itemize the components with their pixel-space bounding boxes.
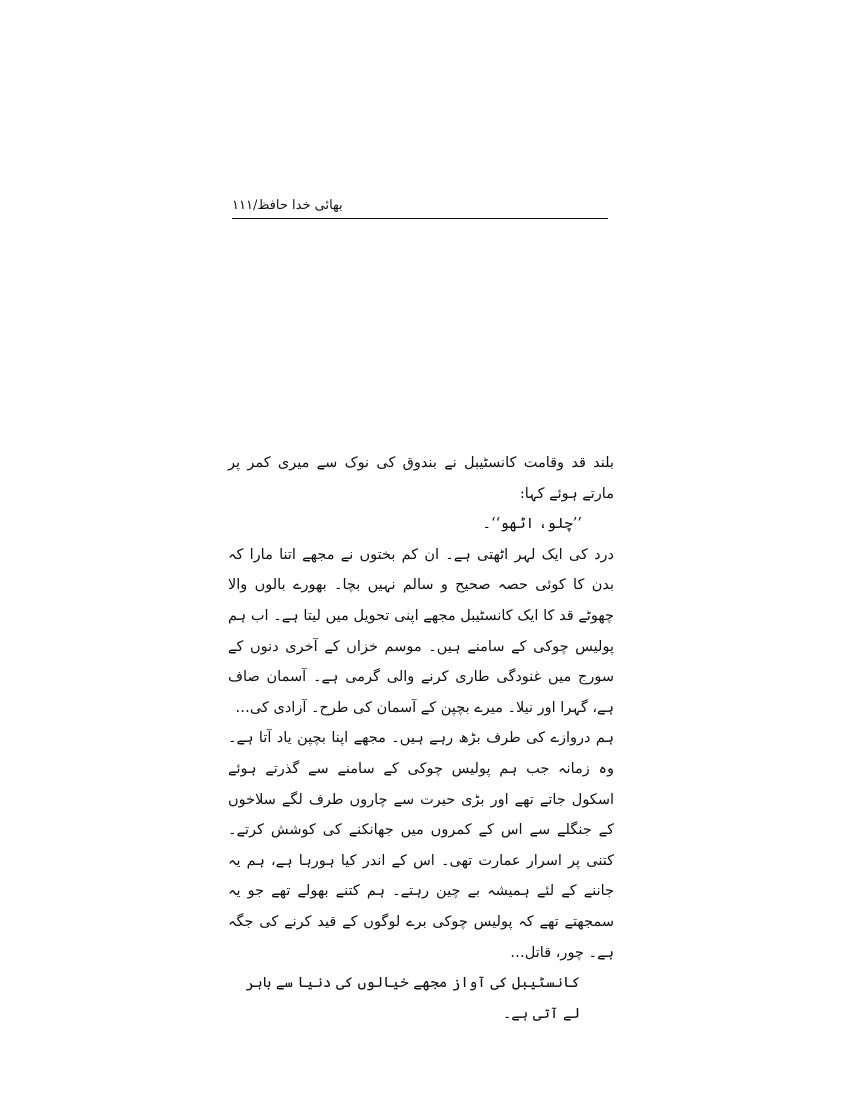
paragraph-quote: ’’چلو، اٹھو‘‘۔ — [482, 516, 582, 533]
paragraph-5: کانسٹیبل کی آواز مجھے خیالوں کی دنیا سے باہر لے آتی ہے۔ — [245, 975, 580, 1022]
paragraph-1: بلند قد وقامت کانسٹیبل نے بندوق کی نوک سے میری کمر پر مارتے ہوئے کہا: — [228, 455, 614, 502]
paragraph-4: ہم دروازے کی طرف بڑھ رہے ہیں۔ مجھے اپنا بچپن یاد آتا ہے۔ وہ زمانہ جب ہم پولیس چوکی کے سامنے سے گذرتے ہوئے اسکول جاتے تھے اور بڑی حیرت سے چاروں طرف لگے سلاخوں کے جنگلے سے اس کے کمروں میں جھانکنے کی کوشش کرتے۔ کتنی پر اسرار عمارت تھی۔ اس کے اندر کیا ہورہا ہے، ہم یہ جاننے کے لئے ہمیشہ بے چین رہتے۔ ہم کتنے بھولے تھے جو یہ سمجھتے تھے کہ پولیس چوکی برے لوگوں کے قید کرنے کی جگہ ہے۔ چور، قاتل… — [228, 730, 614, 961]
paragraph-3: درد کی ایک لہر اٹھتی ہے۔ ان کم بختوں نے مجھے اتنا مارا کہ بدن کا کوئی حصہ صحیح و سالم نہیں بچا۔ بھورے بالوں والا چھوٹے قد کا ایک کانسٹیبل مجھے اپنی تحویل میں لیتا ہے۔ اب ہم پولیس چوکی کے سامنے ہیں۔ موسم خزاں کے آخری دنوں کے سورج میں غنودگی طاری کرنے والی گرمی ہے۔ آسمان صاف ہے، گہرا اور نیلا۔ میرے بچپن کے آسمان کی طرح۔ آزادی کی… — [228, 546, 614, 716]
running-title: بھائی خدا حافظ/۱۱۱ — [232, 198, 343, 213]
running-header — [232, 196, 608, 219]
body-text — [228, 448, 614, 1029]
